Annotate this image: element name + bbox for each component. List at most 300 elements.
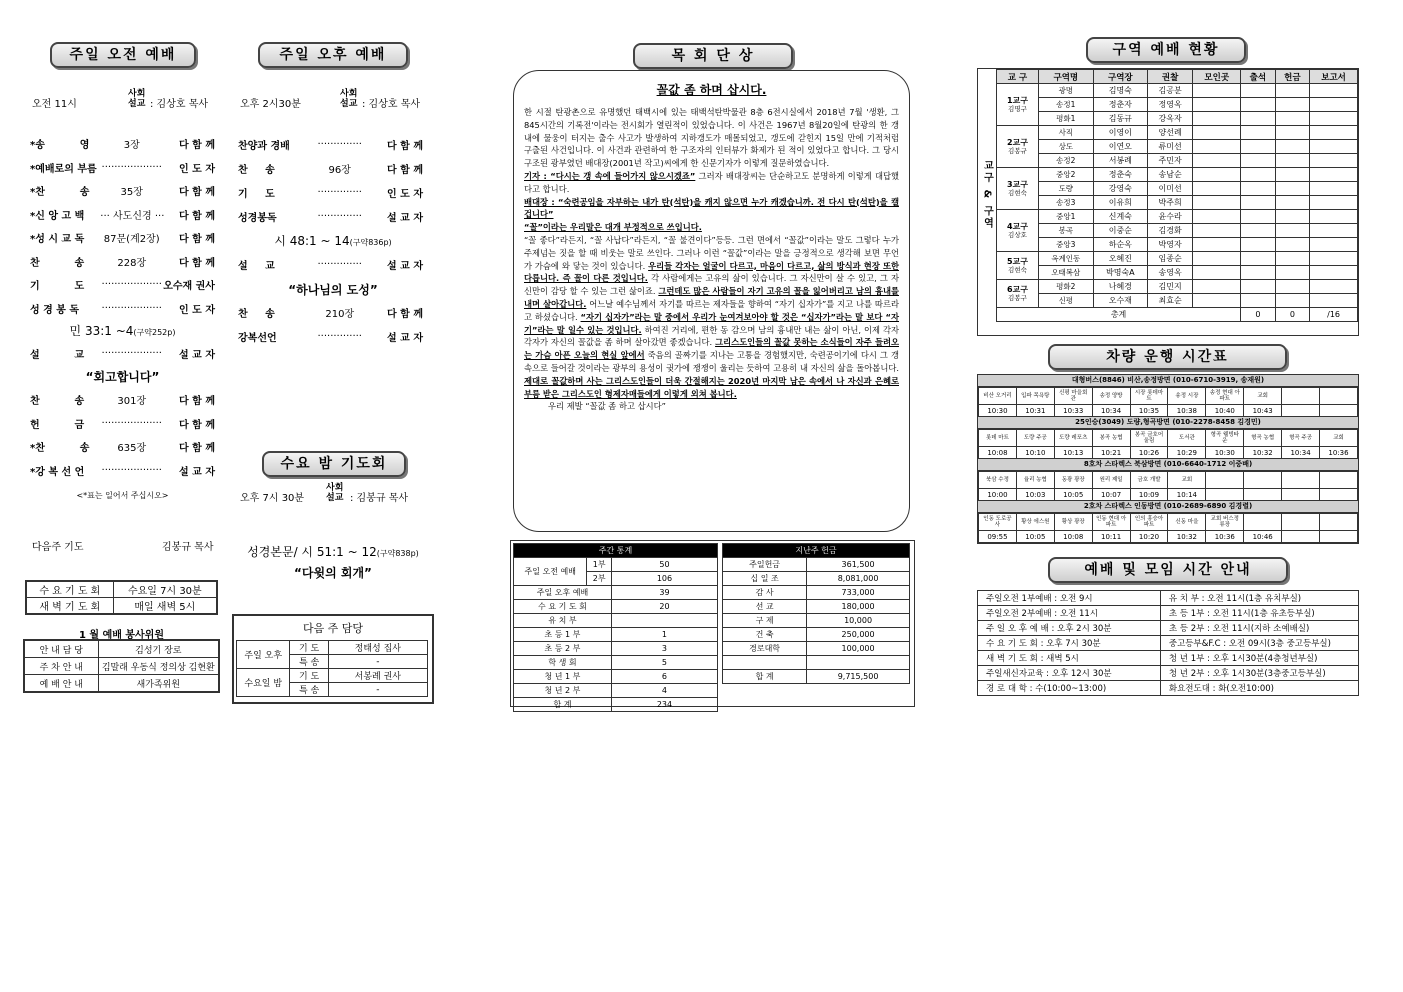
bus-time: 10:08 <box>1054 531 1092 543</box>
bus-time <box>1320 531 1358 543</box>
bus-stop: 송정 양방 <box>1092 388 1130 405</box>
district-attendance <box>1241 154 1276 168</box>
district-total-label: 총계 <box>997 308 1241 322</box>
district-report <box>1310 168 1358 182</box>
bus-time: 10:32 <box>1244 447 1282 459</box>
afternoon-item-right: 설 교 자 <box>387 261 423 272</box>
district-helper: 박영자 <box>1147 238 1192 252</box>
weekly-stats-sub: 1부 <box>587 558 611 572</box>
district-attendance <box>1241 294 1276 308</box>
afternoon-item <box>238 257 423 272</box>
bus-stop: 황상 광장 <box>1054 514 1092 531</box>
bus-stop: 비산 오거리 <box>979 388 1017 405</box>
schedule-left: 주일오전 2부예배 : 오전 11시 <box>978 606 1161 621</box>
schedule-right: 청 년 2부 : 오후 1시30분(3층중고등부실) <box>1160 666 1358 681</box>
morning-item <box>30 277 215 292</box>
morning-item-name: 설 교 <box>30 350 85 361</box>
district-area: 도량 <box>1038 182 1093 196</box>
bus-route-header: 대형버스(8846) 비산,송정방면 (010-6710-3919, 송재원) <box>978 375 1358 387</box>
article-p2-a: “꼴 좋다”라든지, “꼴 사납다”라든지, “꼴 불견이다”등등. 그런 면에서 “꼴값”이라는 말도 그렇다 누가 주제넘는 짓을 할 때 비웃는 말로 쓰인다. 그러나 이런 “꼴값”이라는 말을 긍정적으로 생각해 보면 무언가 가슴에 와 닿는 것이 있습니다. <box>524 234 899 271</box>
offering-value: 100,000 <box>807 642 910 656</box>
morning-item <box>30 463 215 478</box>
bus-time: 10:33 <box>1054 405 1092 417</box>
bus-time: 10:30 <box>1206 447 1244 459</box>
afternoon-item-name: 성경봉독 <box>238 213 277 224</box>
morning-item-right: 다 함 께 <box>179 443 215 454</box>
volunteer-role: 예 배 안 내 <box>24 675 98 693</box>
bus-time: 10:13 <box>1054 447 1092 459</box>
offering-row <box>723 642 910 656</box>
morning-item-mid: ··················· <box>101 161 162 173</box>
district-area: 상도 <box>1038 140 1093 154</box>
bus-stop: 원리 제일 <box>1092 472 1130 489</box>
bus-time: 10:21 <box>1092 447 1130 459</box>
morning-item-right: 다 함 께 <box>179 210 215 222</box>
bus-times-row <box>979 489 1358 501</box>
bus-stop: 도량 레포츠 <box>1054 430 1092 447</box>
district-helper: 송영옥 <box>1147 266 1192 280</box>
district-row <box>997 252 1358 266</box>
district-helper: 김민지 <box>1147 280 1192 294</box>
bus-stop: 입파 목욕탕 <box>1016 388 1054 405</box>
morning-sermon-title: “회고합니다” <box>85 370 160 384</box>
district-area: 송정1 <box>1038 98 1093 112</box>
district-offering <box>1275 196 1310 210</box>
morning-item <box>30 136 215 151</box>
district-area: 옥계인동 <box>1038 252 1093 266</box>
district-helper: 송남순 <box>1147 168 1192 182</box>
afternoon-service-title: 주일 오후 예배 <box>258 42 408 68</box>
district-row <box>997 266 1358 280</box>
district-helper: 양선례 <box>1147 126 1192 140</box>
afternoon-item-name: 강복선언 <box>238 333 277 344</box>
bus-stops-row <box>979 430 1358 447</box>
bus-route-table <box>978 471 1358 501</box>
morning-item <box>30 160 215 175</box>
district-header: 교 구 <box>997 70 1039 84</box>
district-row <box>997 140 1358 154</box>
district-row <box>997 84 1358 98</box>
schedule-row <box>978 681 1359 696</box>
bus-stop: 시장 롯데마트 <box>1130 388 1168 405</box>
morning-item-name: 성 경 봉 독 <box>30 304 80 316</box>
bus-stops-row <box>979 388 1358 405</box>
bus-stop: 신평 마을회관 <box>1054 388 1092 405</box>
bus-time: 10:20 <box>1130 531 1168 543</box>
offerings-table <box>722 543 910 684</box>
afternoon-item-mid: ·············· <box>317 187 362 198</box>
wednesday-leader: : 김봉규 목사 <box>350 493 409 504</box>
district-header: 구역장 <box>1093 70 1147 84</box>
bus-stop: 형곡 주공 <box>1282 430 1320 447</box>
bus-stop: 인동 현대 아파트 <box>1092 514 1130 531</box>
district-leader: 서봉례 <box>1093 154 1147 168</box>
morning-item-name: *예배로의 부름 <box>30 163 97 175</box>
bus-time <box>1320 405 1358 417</box>
article-question <box>524 170 899 196</box>
district-group-leader: 김봉구 <box>1008 293 1027 302</box>
morning-item <box>30 392 215 407</box>
bus-stop: 형곡 농협 <box>1244 430 1282 447</box>
afternoon-item <box>238 185 423 200</box>
next-duty-box <box>232 614 434 704</box>
morning-item-mid: 301장 <box>117 396 147 407</box>
meeting-time-row <box>26 581 217 598</box>
meeting-time-name: 수 요 기 도 회 <box>26 581 113 598</box>
morning-item-right: 다 함 께 <box>179 234 215 245</box>
article-question-rest: 그러자 배대장씨는 단순하고도 분명하게 이렇게 대답했다고 합니다. <box>524 170 900 194</box>
district-attendance <box>1241 98 1276 112</box>
district-place <box>1193 266 1241 280</box>
bus-time: 10:10 <box>1016 447 1054 459</box>
bus-stop <box>1244 514 1282 531</box>
morning-item-mid: ··················· <box>101 348 162 359</box>
district-header: 출석 <box>1241 70 1276 84</box>
bus-stop: 교회 <box>1320 430 1358 447</box>
district-place <box>1193 126 1241 140</box>
district-group <box>997 84 1039 126</box>
wednesday-title: 수요 밤 기도회 <box>262 451 406 477</box>
bus-time: 10:08 <box>979 447 1017 459</box>
bus-stop <box>1282 472 1320 489</box>
district-leader: 강영숙 <box>1093 182 1147 196</box>
district-row <box>997 182 1358 196</box>
district-total-report: /16 <box>1310 308 1358 322</box>
district-offering <box>1275 84 1310 98</box>
district-area: 평화2 <box>1038 280 1093 294</box>
bus-time: 10:26 <box>1130 447 1168 459</box>
district-side-text: 교구 & 구역 <box>981 160 993 230</box>
district-group-leader: 김봉규 <box>1008 146 1027 155</box>
district-leader: 하순옥 <box>1093 238 1147 252</box>
volunteer-role: 주 차 안 내 <box>24 658 98 675</box>
district-area: 사직 <box>1038 126 1093 140</box>
meeting-time-name: 새 벽 기 도 회 <box>26 598 113 615</box>
district-row <box>997 210 1358 224</box>
district-area: 평화1 <box>1038 112 1093 126</box>
bus-stop: 봉곡 농협 <box>1092 430 1130 447</box>
district-attendance <box>1241 238 1276 252</box>
next-duty-role: 기 도 <box>290 669 328 683</box>
bus-time: 10:00 <box>979 489 1017 501</box>
district-helper: 윤수라 <box>1147 210 1192 224</box>
weekly-stats-value: 50 <box>611 558 717 572</box>
morning-scripture-text: 민 33:1 ~4 <box>69 324 134 338</box>
district-row <box>997 196 1358 210</box>
district-offering <box>1275 294 1310 308</box>
offering-name: 구 제 <box>723 614 807 628</box>
bus-stop: 교회 <box>1168 472 1206 489</box>
morning-scripture-note: (구약252p) <box>133 328 176 337</box>
bus-time: 10:46 <box>1244 531 1282 543</box>
district-attendance <box>1241 224 1276 238</box>
district-row <box>997 112 1358 126</box>
schedule-table <box>977 590 1359 696</box>
district-leader: 오수재 <box>1093 294 1147 308</box>
bus-time: 10:05 <box>1016 531 1054 543</box>
next-duty-person: 정태성 집사 <box>328 641 427 655</box>
district-report <box>1310 266 1358 280</box>
district-row <box>997 98 1358 112</box>
district-report <box>1310 140 1358 154</box>
next-duty-row <box>237 641 428 655</box>
schedule-right: 청 년 1부 : 오후 1시30분(4층청년부실) <box>1160 651 1358 666</box>
morning-item-right: 다 함 께 <box>179 257 215 269</box>
wednesday-scripture <box>238 543 428 560</box>
next-duty-person: - <box>328 655 427 669</box>
district-row <box>997 154 1358 168</box>
district-report <box>1310 210 1358 224</box>
schedule-row <box>978 591 1359 606</box>
weekly-stats-name: 학 생 회 <box>514 656 612 670</box>
bus-stops-row <box>979 514 1358 531</box>
bus-stops-row <box>979 472 1358 489</box>
meeting-time-value: 수요일 7시 30분 <box>113 581 217 598</box>
schedule-row <box>978 621 1359 636</box>
bus-time: 10:36 <box>1320 447 1358 459</box>
weekly-stats-row <box>514 670 718 684</box>
afternoon-item-name: 찬 송 <box>238 309 275 320</box>
offering-row <box>723 628 910 642</box>
volunteer-row <box>24 640 219 658</box>
district-attendance <box>1241 140 1276 154</box>
next-duty-row <box>237 669 428 683</box>
district-area: 신평 <box>1038 294 1093 308</box>
morning-service-title: 주일 오전 예배 <box>50 42 196 68</box>
district-group <box>997 168 1039 210</box>
district-helper: 박주희 <box>1147 196 1192 210</box>
bus-time: 10:34 <box>1282 447 1320 459</box>
district-leader: 정춘숙 <box>1093 168 1147 182</box>
weekly-stats-row <box>514 628 718 642</box>
morning-item-mid: ··················· <box>101 464 162 476</box>
article-p2-f: “자기 십자가”라는 말 중에서 우리가 눈여겨보아야 할 것은 “십자가”라는 말 보다 “자기”라는 말 일수 있는 것입니다. <box>524 311 899 335</box>
bus-times-row <box>979 531 1358 543</box>
bus-stop: 북삼 수정 <box>979 472 1017 489</box>
district-group-leader: 김명구 <box>1008 104 1027 113</box>
district-group-name: 6교구 <box>1006 284 1028 294</box>
morning-leader-label: 사회 설교 <box>128 89 146 109</box>
article-p2-c: 각 사람에게는 고유의 삶이 있습니다. 그 자신만이 살 수 있고, 그 자신만이 감당 할 수 있는 그런 삶이죠. <box>524 273 899 297</box>
article-answer: 배대장 : “숙련공임을 자부하는 내가 탄(석탄)을 캐지 않으면 누가 캐겠습니까. 전 다시 탄(석탄)을 캘겁니다” <box>524 196 899 220</box>
weekly-stats-value: 234 <box>611 698 717 712</box>
morning-item <box>30 207 215 222</box>
bus-time: 10:43 <box>1244 405 1282 417</box>
schedule-row <box>978 636 1359 651</box>
offering-row <box>723 600 910 614</box>
district-helper: 강옥자 <box>1147 112 1192 126</box>
morning-item-right: 오수재 권사 <box>163 281 215 292</box>
district-offering <box>1275 280 1310 294</box>
bus-stop: 교회 버스정류장 <box>1206 514 1244 531</box>
afternoon-item-mid: ·············· <box>317 331 362 342</box>
bus-times-row <box>979 447 1358 459</box>
district-attendance <box>1241 266 1276 280</box>
morning-item-mid: 3장 <box>123 140 140 151</box>
district-area: 오태복삼 <box>1038 266 1093 280</box>
morning-item-right: 설 교 자 <box>179 466 215 478</box>
district-group <box>997 210 1039 252</box>
district-attendance <box>1241 196 1276 210</box>
weekly-stats-value: 6 <box>611 670 717 684</box>
schedule-row <box>978 651 1359 666</box>
district-leader: 이중순 <box>1093 224 1147 238</box>
bus-time <box>1282 489 1320 501</box>
afternoon-item-right: 다 함 께 <box>387 165 423 176</box>
district-place <box>1193 182 1241 196</box>
district-report <box>1310 126 1358 140</box>
district-leader: 박명숙A <box>1093 266 1147 280</box>
district-header: 헌금 <box>1275 70 1310 84</box>
district-row <box>997 294 1358 308</box>
bus-time <box>1282 405 1320 417</box>
bus-time <box>1282 531 1320 543</box>
morning-item-mid: 35장 <box>120 187 143 198</box>
district-leader: 김동규 <box>1093 112 1147 126</box>
district-place <box>1193 98 1241 112</box>
bus-stop: 봉곡 금호어울림 <box>1130 430 1168 447</box>
district-place <box>1193 84 1241 98</box>
district-side-label <box>978 69 997 321</box>
afternoon-item-right: 다 함 께 <box>387 141 423 152</box>
district-offering <box>1275 210 1310 224</box>
district-total-row <box>997 308 1358 322</box>
district-row <box>997 280 1358 294</box>
bus-route-table <box>978 387 1358 417</box>
morning-item-right: 인 도 자 <box>179 163 215 175</box>
bus-route-table <box>978 513 1358 543</box>
morning-item-mid: 87문(계2장) <box>103 234 160 245</box>
morning-item-right: 다 함 께 <box>179 419 215 431</box>
district-attendance <box>1241 126 1276 140</box>
afternoon-item-mid: ·············· <box>317 259 362 270</box>
bus-time: 10:34 <box>1092 405 1130 417</box>
district-attendance <box>1241 210 1276 224</box>
schedule-left: 경 로 대 학 : 수(10:00~13:00) <box>978 681 1161 696</box>
schedule-left: 주 일 오 후 예 배 : 오후 2시 30분 <box>978 621 1161 636</box>
district-leader: 오혜진 <box>1093 252 1147 266</box>
afternoon-leader: : 김상호 목사 <box>362 99 421 110</box>
volunteers-title: 1 월 예배 봉사위원 <box>78 630 165 641</box>
district-report <box>1310 182 1358 196</box>
bus-stop: 인의 흥승아파트 <box>1130 514 1168 531</box>
offering-name: 십 일 조 <box>723 572 807 586</box>
bus-time: 10:38 <box>1168 405 1206 417</box>
weekly-stats-table <box>513 543 718 712</box>
district-area: 중앙3 <box>1038 238 1093 252</box>
morning-item-mid: ··················· <box>101 279 162 290</box>
morning-scripture <box>30 322 215 339</box>
weekly-stats-name: 초 등 2 부 <box>514 642 612 656</box>
district-row <box>997 126 1358 140</box>
district-box <box>977 68 1359 336</box>
weekly-stats-name: 청 년 2 부 <box>514 684 612 698</box>
district-helper: 정영옥 <box>1147 98 1192 112</box>
district-group <box>997 252 1039 280</box>
district-report <box>1310 238 1358 252</box>
district-helper: 김경화 <box>1147 224 1192 238</box>
weekly-stats-value: 20 <box>611 600 717 614</box>
weekly-stats-value: 3 <box>611 642 717 656</box>
district-attendance <box>1241 182 1276 196</box>
afternoon-scripture-text: 시 48:1 ~ 14 <box>274 234 350 248</box>
weekly-stats-title: 주간 통계 <box>514 544 718 558</box>
afternoon-sermon-title: “하나님의 도성” <box>288 283 378 297</box>
morning-item <box>30 439 215 454</box>
morning-item-right: 다 함 께 <box>179 187 215 198</box>
next-prayer-name: 김봉규 목사 <box>162 542 214 553</box>
schedule-right: 화요전도대 : 화(오전10:00) <box>1160 681 1358 696</box>
morning-item-mid: ··· 사도신경 ··· <box>100 210 165 222</box>
district-row <box>997 224 1358 238</box>
afternoon-item <box>238 209 423 224</box>
offering-value: 180,000 <box>807 600 910 614</box>
bus-stop: 동광 광장 <box>1054 472 1092 489</box>
morning-item-name: *찬 송 <box>30 187 90 198</box>
volunteer-names: 김말래 우동식 정의상 김현환 <box>98 658 219 675</box>
bus-time <box>1320 489 1358 501</box>
district-attendance <box>1241 112 1276 126</box>
bus-stop: 도량 주공 <box>1016 430 1054 447</box>
morning-item-right: 인 도 자 <box>179 304 215 316</box>
wednesday-scripture-text: 성경본문/ 시 51:1 ~ 12 <box>247 545 377 559</box>
bus-time: 10:36 <box>1206 531 1244 543</box>
volunteer-names: 김성기 장로 <box>98 640 219 658</box>
bus-stop: 송정 시장 <box>1168 388 1206 405</box>
district-attendance <box>1241 252 1276 266</box>
weekly-stats-row <box>514 558 718 572</box>
district-header: 권찰 <box>1147 70 1192 84</box>
bus-stop: 송정 현대 아파트 <box>1206 388 1244 405</box>
afternoon-item <box>238 305 423 320</box>
district-leader: 이영이 <box>1093 126 1147 140</box>
afternoon-scripture-note: (구약836p) <box>349 238 392 247</box>
offering-value: 10,000 <box>807 614 910 628</box>
stats-box <box>510 540 915 707</box>
bus-time: 10:03 <box>1016 489 1054 501</box>
district-place <box>1193 196 1241 210</box>
schedule-left: 새 벽 기 도 회 : 새벽 5시 <box>978 651 1161 666</box>
offering-name: 감 사 <box>723 586 807 600</box>
district-group-name: 2교구 <box>1006 137 1028 147</box>
bus-times-row <box>979 405 1358 417</box>
district-attendance <box>1241 168 1276 182</box>
weekly-stats-row <box>514 600 718 614</box>
morning-item-name: *성 시 교 독 <box>30 234 85 245</box>
weekly-stats-sub: 2부 <box>587 572 611 586</box>
morning-leader: : 김상호 목사 <box>150 99 209 110</box>
wednesday-sermon-title: “다윗의 회개” <box>294 566 372 580</box>
wednesday-leader-label: 사회 설교 <box>326 483 344 503</box>
bus-route-header: 2호차 스타렉스 인동방면 (010-2689-6890 김경렬) <box>978 501 1358 513</box>
bus-stop: 황상 에스원 <box>1016 514 1054 531</box>
bus-time: 10:07 <box>1092 489 1130 501</box>
bus-time: 10:11 <box>1092 531 1130 543</box>
offering-name: 주일헌금 <box>723 558 807 572</box>
bus-stop <box>1320 388 1358 405</box>
weekly-stats-name: 주일 오후 예배 <box>514 586 612 600</box>
morning-item-name: 기 도 <box>30 281 85 292</box>
morning-item-name: 헌 금 <box>30 419 85 431</box>
afternoon-item <box>238 161 423 176</box>
afternoon-item-right: 다 함 께 <box>387 309 423 320</box>
weekly-stats-value: 1 <box>611 628 717 642</box>
offering-row <box>723 558 910 572</box>
offering-name: 경로대학 <box>723 642 807 656</box>
district-place <box>1193 210 1241 224</box>
volunteers-table <box>23 639 220 693</box>
morning-item <box>30 416 215 431</box>
